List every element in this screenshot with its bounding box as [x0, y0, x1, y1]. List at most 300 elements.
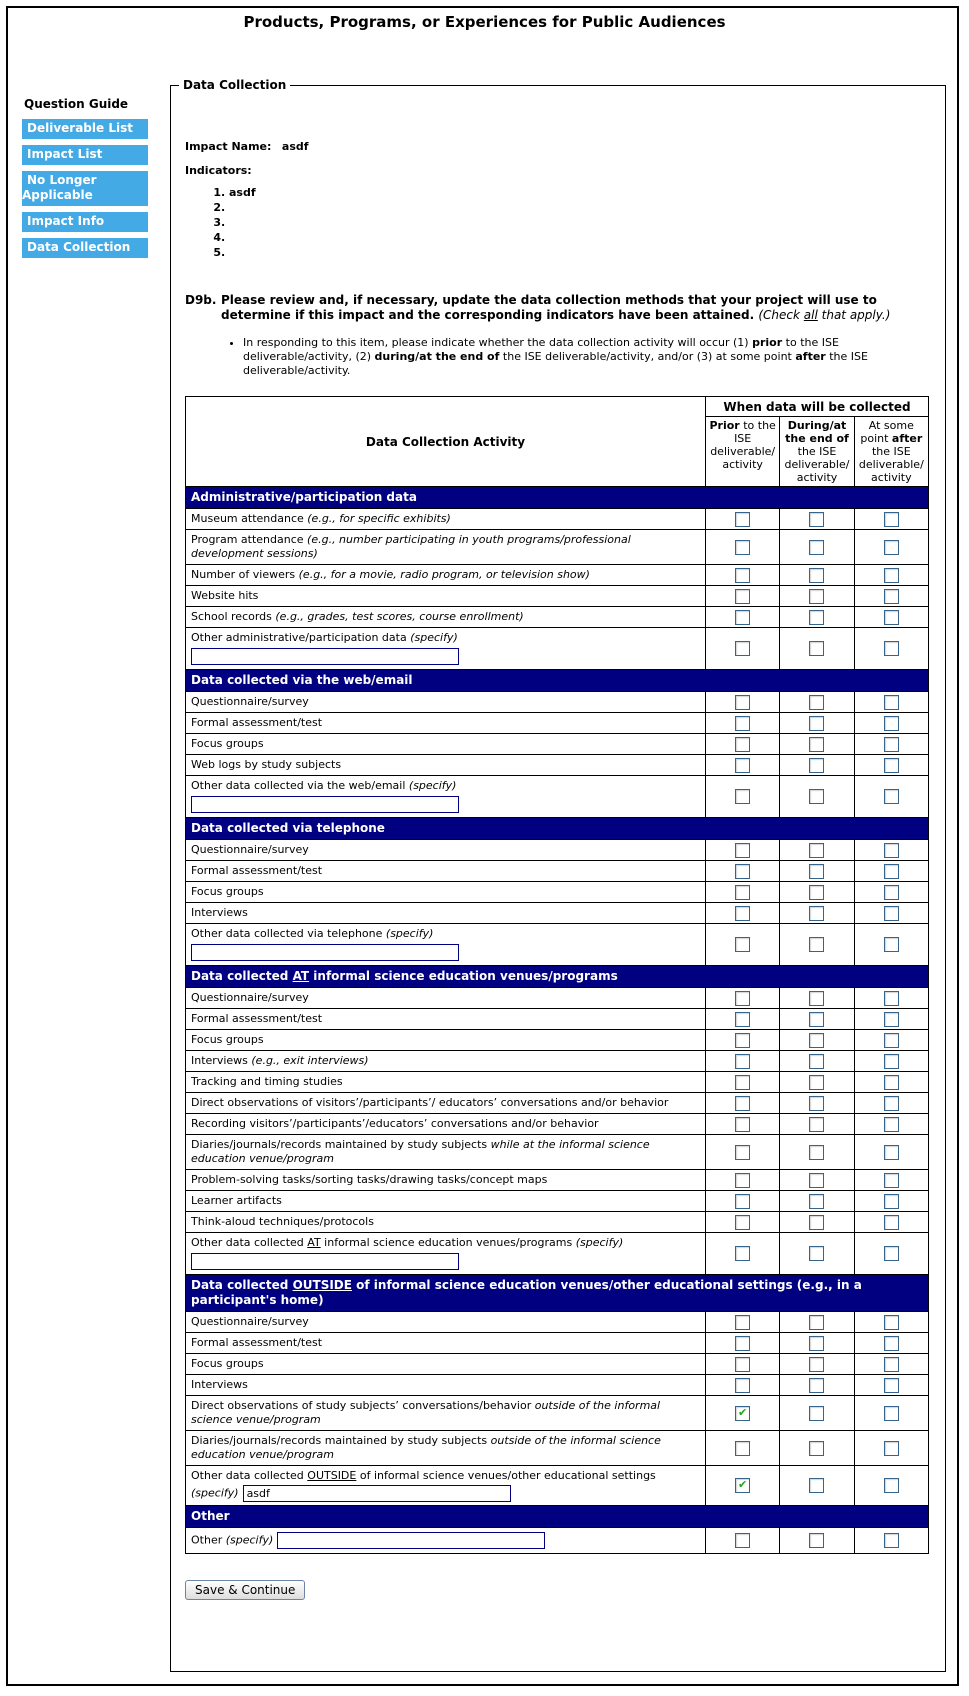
checkbox-during[interactable] — [809, 589, 824, 604]
check-cell-after — [854, 530, 928, 565]
activity-label — [191, 1138, 700, 1166]
sidebar-item-impact-list[interactable]: Impact List — [22, 145, 148, 165]
checkbox-during[interactable] — [809, 568, 824, 583]
activity-label — [191, 1315, 700, 1329]
text-segment: During/at the end of — [785, 419, 849, 445]
indicator-list — [185, 185, 931, 260]
checkbox-prior[interactable] — [735, 1012, 750, 1027]
text-segment: Direct observations of visitors’/participants’/ educators’ conversations and/or behavior — [191, 1096, 669, 1109]
activity-label — [191, 610, 700, 624]
table-row — [186, 628, 929, 670]
check-cell-during — [780, 509, 854, 530]
check-cell-during — [780, 692, 854, 713]
check-cell-prior — [706, 713, 780, 734]
checkbox-after[interactable] — [884, 1357, 899, 1372]
text-segment: OUTSIDE — [292, 1278, 352, 1292]
table-row — [186, 713, 929, 734]
check-cell-after — [854, 1009, 928, 1030]
check-cell-prior — [706, 1431, 780, 1466]
checkbox-during[interactable] — [809, 1336, 824, 1351]
text-segment: prior — [752, 336, 783, 349]
activity-label — [191, 737, 700, 751]
checkbox-during[interactable] — [809, 789, 824, 804]
check-cell-prior — [706, 755, 780, 776]
activity-label-cell — [186, 1466, 706, 1506]
activity-label-cell — [186, 628, 706, 670]
checkbox-prior[interactable] — [735, 641, 750, 656]
checkbox-prior[interactable] — [735, 1357, 750, 1372]
specify-input[interactable] — [243, 1485, 511, 1502]
check-cell-after — [854, 988, 928, 1009]
section-header — [186, 818, 929, 840]
text-segment: Tracking and timing studies — [191, 1075, 343, 1088]
fieldset-content — [171, 140, 945, 1600]
specify-input[interactable] — [277, 1532, 545, 1549]
table-row — [186, 1233, 929, 1275]
check-cell-prior — [706, 586, 780, 607]
checkbox-prior[interactable] — [735, 1215, 750, 1230]
activity-label-cell — [186, 607, 706, 628]
check-cell-during — [780, 1375, 854, 1396]
table-row — [186, 607, 929, 628]
section-header — [186, 966, 929, 988]
check-cell-after — [854, 1212, 928, 1233]
check-cell-during — [780, 1233, 854, 1275]
table-row — [186, 924, 929, 966]
table-row — [186, 1375, 929, 1396]
text-segment: Diaries/journals/records maintained by study subjects — [191, 1434, 491, 1447]
impact-name-label: Impact Name: — [185, 140, 272, 153]
save-continue-button[interactable]: Save & Continue — [185, 1580, 305, 1600]
text-segment: outside of the informal science venue/program — [191, 1399, 661, 1426]
sidebar-item-data-collection[interactable]: Data Collection — [22, 238, 148, 258]
check-cell-after — [854, 1233, 928, 1275]
specify-input[interactable] — [191, 944, 459, 961]
checkbox-prior[interactable] — [735, 991, 750, 1006]
table-row — [186, 1009, 929, 1030]
checkbox-prior[interactable] — [735, 512, 750, 527]
check-cell-during — [780, 1030, 854, 1051]
checkbox-prior[interactable] — [735, 1378, 750, 1393]
activity-label — [191, 885, 700, 899]
activity-label — [191, 716, 700, 730]
checkbox-prior[interactable] — [735, 1033, 750, 1048]
table-row — [186, 1072, 929, 1093]
checkbox-after[interactable] — [884, 1406, 899, 1421]
activity-label-cell — [186, 1233, 706, 1275]
text-segment: Focus groups — [191, 885, 264, 898]
activity-label-cell — [186, 509, 706, 530]
table-row — [186, 692, 929, 713]
checkbox-during[interactable] — [809, 843, 824, 858]
text-segment: Data collected via telephone — [191, 821, 385, 835]
text-segment: Other administrative/participation data — [191, 631, 411, 644]
checkbox-after[interactable] — [884, 1478, 899, 1493]
checkbox-after[interactable] — [884, 1173, 899, 1188]
activity-label — [191, 1236, 700, 1250]
impact-name-row — [185, 140, 931, 153]
check-cell-after — [854, 1431, 928, 1466]
checkbox-after[interactable] — [884, 1117, 899, 1132]
text-segment: Questionnaire/survey — [191, 695, 309, 708]
question-guide-sidebar — [22, 97, 148, 264]
table-row — [186, 1212, 929, 1233]
activity-label-cell — [186, 565, 706, 586]
text-segment: At some point — [860, 419, 914, 445]
check-cell-during — [780, 1135, 854, 1170]
activity-label — [191, 1336, 700, 1350]
section-header-row — [186, 966, 929, 988]
checkbox-during[interactable] — [809, 641, 824, 656]
checkbox-after[interactable] — [884, 1145, 899, 1160]
check-cell-after — [854, 861, 928, 882]
checkbox-prior[interactable] — [735, 1075, 750, 1090]
sidebar-item-impact-info[interactable]: Impact Info — [22, 212, 148, 232]
question-guide-title: Question Guide — [24, 97, 129, 111]
checkbox-after[interactable] — [884, 1012, 899, 1027]
activity-label-cell — [186, 1212, 706, 1233]
checkbox-prior[interactable] — [735, 716, 750, 731]
checkbox-during[interactable] — [809, 906, 824, 921]
text-segment: Interviews — [191, 1378, 248, 1391]
activity-label — [191, 589, 700, 603]
indicator-item — [229, 215, 931, 230]
check-cell-prior — [706, 1375, 780, 1396]
activity-label-cell — [186, 734, 706, 755]
checkbox-prior[interactable] — [735, 1054, 750, 1069]
activity-label-cell — [186, 1333, 706, 1354]
activity-label — [191, 1173, 700, 1187]
activity-label — [191, 1215, 700, 1229]
checkbox-during[interactable] — [809, 512, 824, 527]
check-cell-during — [780, 713, 854, 734]
checkbox-during[interactable] — [809, 1357, 824, 1372]
text-segment: Formal assessment/test — [191, 1012, 323, 1025]
checkbox-after[interactable] — [884, 1441, 899, 1456]
indicator-item: 1. asdf — [229, 185, 931, 200]
check-cell-during — [780, 1396, 854, 1431]
check-cell-prior — [706, 1072, 780, 1093]
text-segment: (specify) — [410, 631, 458, 644]
section-header-row — [186, 487, 929, 509]
checkbox-during[interactable] — [809, 885, 824, 900]
check-cell-prior — [706, 1114, 780, 1135]
checkbox-after[interactable] — [884, 843, 899, 858]
text-segment: AT — [292, 969, 310, 983]
activity-label-cell — [186, 776, 706, 818]
check-cell-during — [780, 1009, 854, 1030]
check-cell-during — [780, 1114, 854, 1135]
sidebar-item-deliverable-list[interactable]: Deliverable List — [22, 119, 148, 139]
check-cell-prior — [706, 1212, 780, 1233]
checkbox-after[interactable] — [884, 610, 899, 625]
checkbox-during[interactable] — [809, 1378, 824, 1393]
check-cell-after — [854, 1375, 928, 1396]
check-cell-prior — [706, 861, 780, 882]
check-cell-after — [854, 1051, 928, 1072]
table-row — [186, 1170, 929, 1191]
checkbox-during[interactable] — [809, 1117, 824, 1132]
text-segment: Data collected — [191, 969, 293, 983]
checkbox-during[interactable] — [809, 1145, 824, 1160]
section-header — [186, 670, 929, 692]
specify-input[interactable] — [191, 796, 459, 813]
question-d9b — [185, 293, 931, 323]
question-bullet — [243, 336, 905, 378]
checkbox-during[interactable] — [809, 991, 824, 1006]
checkbox-after[interactable] — [884, 937, 899, 952]
check-cell-prior — [706, 1170, 780, 1191]
check-cell-prior — [706, 1135, 780, 1170]
activity-label — [191, 906, 700, 920]
checkbox-prior[interactable] — [735, 610, 750, 625]
activity-label — [191, 1096, 700, 1110]
checkbox-during[interactable] — [809, 1406, 824, 1421]
activity-label — [191, 533, 700, 561]
text-segment: Other — [191, 1533, 226, 1547]
checkbox-prior[interactable] — [735, 789, 750, 804]
table-row — [186, 988, 929, 1009]
checkbox-after[interactable] — [884, 737, 899, 752]
text-segment: Formal assessment/test — [191, 864, 323, 877]
table-row — [186, 586, 929, 607]
checkbox-after[interactable] — [884, 589, 899, 604]
checkbox-during[interactable] — [809, 695, 824, 710]
checkbox-prior[interactable] — [735, 1117, 750, 1132]
checkbox-during[interactable] — [809, 1315, 824, 1330]
checkbox-during[interactable] — [809, 1075, 824, 1090]
specify-input[interactable] — [191, 648, 459, 665]
check-cell-after — [854, 692, 928, 713]
specify-input-line — [191, 793, 700, 814]
table-row — [186, 1114, 929, 1135]
check-cell-after — [854, 1072, 928, 1093]
checkbox-during[interactable] — [809, 1215, 824, 1230]
checkbox-during[interactable] — [809, 1441, 824, 1456]
checkbox-prior[interactable] — [735, 1096, 750, 1111]
checkbox-after[interactable] — [884, 1054, 899, 1069]
question-text — [221, 293, 931, 323]
checkbox-during[interactable] — [809, 758, 824, 773]
text-segment: Diaries/journals/records maintained by study subjects — [191, 1138, 491, 1151]
activity-label — [191, 843, 700, 857]
check-cell-after — [854, 1030, 928, 1051]
checkbox-after[interactable] — [884, 864, 899, 879]
checkbox-prior[interactable] — [735, 540, 750, 555]
checkbox-prior[interactable] — [735, 695, 750, 710]
checkbox-after[interactable] — [884, 1336, 899, 1351]
checkbox-prior[interactable] — [735, 885, 750, 900]
activity-label — [191, 1357, 700, 1371]
checkbox-after[interactable] — [884, 568, 899, 583]
checkbox-after[interactable] — [884, 1194, 899, 1209]
text-segment: that apply.) — [817, 308, 891, 322]
text-segment: (specify) — [191, 1486, 239, 1500]
check-cell-during — [780, 628, 854, 670]
checkbox-after[interactable] — [884, 885, 899, 900]
checkbox-prior[interactable] — [735, 937, 750, 952]
activity-label-cell — [186, 1170, 706, 1191]
checkbox-prior[interactable] — [735, 864, 750, 879]
check-cell-during — [780, 1093, 854, 1114]
checkbox-after[interactable] — [884, 1033, 899, 1048]
activity-label-cell — [186, 1375, 706, 1396]
check-cell-after — [854, 776, 928, 818]
checkbox-during[interactable] — [809, 737, 824, 752]
checkbox-prior[interactable] — [735, 906, 750, 921]
checkbox-prior[interactable] — [735, 589, 750, 604]
checkbox-prior[interactable] — [735, 1533, 750, 1548]
check-cell-after — [854, 565, 928, 586]
specify-input-line — [191, 1485, 700, 1502]
activity-label — [191, 864, 700, 878]
text-segment: Web logs by study subjects — [191, 758, 342, 771]
section-header-row — [186, 1506, 929, 1528]
check-cell-after — [854, 1354, 928, 1375]
text-segment: Other — [191, 1509, 230, 1523]
text-segment: to the ISE deliverable/ activity — [710, 419, 776, 471]
checkbox-during[interactable] — [809, 1012, 824, 1027]
check-cell-after — [854, 1135, 928, 1170]
indicators-label: Indicators: — [185, 164, 252, 177]
checkbox-after[interactable] — [884, 1378, 899, 1393]
checkbox-during[interactable] — [809, 1478, 824, 1493]
checkbox-prior[interactable] — [735, 1145, 750, 1160]
check-cell-after — [854, 840, 928, 861]
checkbox-prior-checked[interactable]: ✔ — [735, 1406, 750, 1421]
checkbox-after[interactable] — [884, 540, 899, 555]
checkbox-after[interactable] — [884, 991, 899, 1006]
text-segment: (e.g., exit interviews) — [251, 1054, 369, 1067]
table-row — [186, 1135, 929, 1170]
checkbox-after[interactable] — [884, 716, 899, 731]
checkbox-prior[interactable] — [735, 1336, 750, 1351]
activity-label-cell — [186, 988, 706, 1009]
text-segment: Problem-solving tasks/sorting tasks/drawing tasks/concept maps — [191, 1173, 548, 1186]
text-segment: AT — [307, 1236, 321, 1249]
checkbox-prior-checked[interactable]: ✔ — [735, 1478, 750, 1493]
checkbox-after[interactable] — [884, 512, 899, 527]
checkbox-prior[interactable] — [735, 1173, 750, 1188]
check-cell-after — [854, 1528, 928, 1554]
checkbox-prior[interactable] — [735, 843, 750, 858]
checkbox-after[interactable] — [884, 695, 899, 710]
check-cell-during — [780, 924, 854, 966]
table-row — [186, 1030, 929, 1051]
check-cell-prior — [706, 628, 780, 670]
activity-label — [191, 695, 700, 709]
activity-label — [191, 1399, 700, 1427]
checkbox-prior[interactable] — [735, 1194, 750, 1209]
text-segment: Program attendance — [191, 533, 308, 546]
checkbox-after[interactable] — [884, 1215, 899, 1230]
checkbox-during[interactable] — [809, 1246, 824, 1261]
checkbox-during[interactable] — [809, 1194, 824, 1209]
table-row — [186, 565, 929, 586]
activity-label-cell — [186, 692, 706, 713]
check-cell-prior — [706, 1093, 780, 1114]
activity-label — [191, 1075, 700, 1089]
checkbox-after[interactable] — [884, 1533, 899, 1548]
checkbox-during[interactable] — [809, 937, 824, 952]
text-segment: (e.g., for specific exhibits) — [307, 512, 451, 525]
checkbox-after[interactable] — [884, 789, 899, 804]
checkbox-after[interactable] — [884, 1315, 899, 1330]
text-segment: Formal assessment/test — [191, 1336, 323, 1349]
text-segment: OUTSIDE — [307, 1469, 357, 1482]
checkbox-during[interactable] — [809, 1054, 824, 1069]
check-cell-during — [780, 755, 854, 776]
check-cell-after — [854, 755, 928, 776]
checkbox-prior[interactable] — [735, 1441, 750, 1456]
checkbox-during[interactable] — [809, 1096, 824, 1111]
text-segment: Other data collected — [191, 1469, 308, 1482]
check-cell-after — [854, 882, 928, 903]
check-cell-prior — [706, 1030, 780, 1051]
checkbox-after[interactable] — [884, 641, 899, 656]
checkbox-after[interactable] — [884, 1246, 899, 1261]
checkbox-during[interactable] — [809, 716, 824, 731]
text-segment: Please review and, if necessary, update the data collection methods that your project will use to determine if this impact and the corresponding indicators have been attained. — [221, 293, 877, 322]
checkbox-during[interactable] — [809, 1033, 824, 1048]
check-cell-prior — [706, 734, 780, 755]
table-row — [186, 1051, 929, 1072]
checkbox-prior[interactable] — [735, 758, 750, 773]
text-segment: Focus groups — [191, 737, 264, 750]
indicator-item — [229, 245, 931, 260]
text-segment: (Check — [758, 308, 804, 322]
text-segment: Learner artifacts — [191, 1194, 282, 1207]
text-segment: Interviews — [191, 906, 248, 919]
text-segment: (specify) — [575, 1236, 624, 1249]
table-row — [186, 1333, 929, 1354]
activity-label-cell — [186, 1114, 706, 1135]
check-cell-during — [780, 530, 854, 565]
sidebar-item-no-longer-applicable[interactable]: No Longer Applicable — [22, 171, 148, 206]
check-cell-during — [780, 1528, 854, 1554]
checkbox-prior[interactable] — [735, 568, 750, 583]
text-segment: (e.g., for a movie, radio program, or television show) — [298, 568, 590, 581]
checkbox-after[interactable] — [884, 1075, 899, 1090]
check-cell-during — [780, 1191, 854, 1212]
checkbox-after[interactable] — [884, 1096, 899, 1111]
text-segment: Data collected via the web/email — [191, 673, 413, 687]
indicator-item — [229, 230, 931, 245]
checkbox-during[interactable] — [809, 864, 824, 879]
checkbox-during[interactable] — [809, 540, 824, 555]
checkbox-prior[interactable] — [735, 1246, 750, 1261]
check-cell-prior — [706, 1312, 780, 1333]
text-segment: the ISE deliverable/activity, and/or (3) at some point — [499, 350, 796, 363]
checkbox-during[interactable] — [809, 1533, 824, 1548]
check-cell-after — [854, 903, 928, 924]
table-row — [186, 1528, 929, 1554]
specify-input[interactable] — [191, 1253, 459, 1270]
checkbox-after[interactable] — [884, 758, 899, 773]
check-cell-after — [854, 607, 928, 628]
text-segment: Administrative/participation data — [191, 490, 417, 504]
checkbox-prior[interactable] — [735, 1315, 750, 1330]
checkbox-during[interactable] — [809, 610, 824, 625]
text-segment: Formal assessment/test — [191, 716, 323, 729]
checkbox-prior[interactable] — [735, 737, 750, 752]
check-cell-after — [854, 509, 928, 530]
check-cell-during — [780, 903, 854, 924]
checkbox-during[interactable] — [809, 1173, 824, 1188]
check-cell-prior — [706, 692, 780, 713]
checkbox-after[interactable] — [884, 906, 899, 921]
text-segment: the ISE deliverable/ activity — [858, 445, 924, 484]
